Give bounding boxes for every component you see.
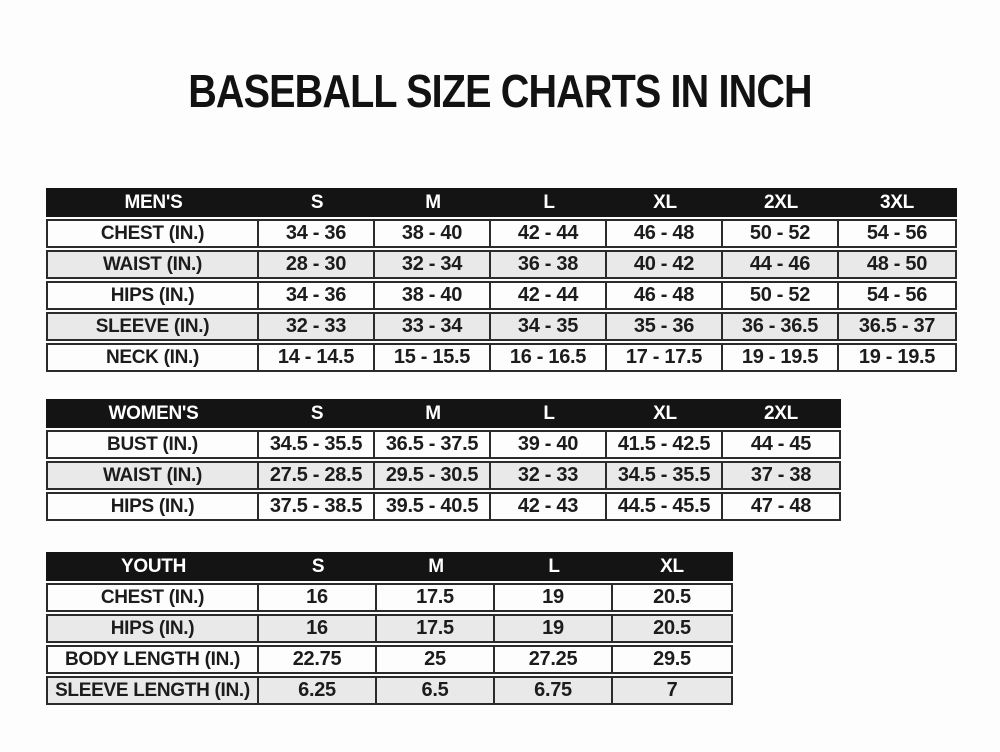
size-value-cell: 34 - 35 [491, 314, 607, 339]
size-value-cell: 38 - 40 [375, 221, 491, 246]
table-row [46, 461, 841, 490]
size-value-cell: 36.5 - 37.5 [375, 432, 491, 457]
table-row [46, 281, 957, 310]
size-column-header: M [425, 402, 441, 424]
size-value-cell: 32 - 33 [491, 463, 607, 488]
size-value-cell: 6.25 [259, 678, 377, 703]
size-value-cell: 48 - 50 [866, 253, 928, 275]
table-row [46, 583, 733, 612]
size-value-cell: 6.75 [495, 678, 613, 703]
size-column-header: S [310, 402, 324, 424]
size-value-cell: 17 - 17.5 [607, 345, 723, 370]
size-value-cell: 42 - 44 [491, 283, 607, 308]
table-header-row [46, 552, 733, 581]
size-value-cell: 34.5 - 35.5 [607, 463, 723, 488]
size-value-cell: 46 - 48 [607, 221, 723, 246]
size-value-cell: 42 - 44 [491, 221, 607, 246]
size-value-cell: 16 - 16.5 [491, 345, 607, 370]
size-value-cell: 25 [377, 647, 495, 672]
measurement-label-cell: HIPS (IN.) [48, 494, 259, 519]
measurement-label-cell: WAIST (IN.) [48, 252, 259, 277]
size-value-cell: 19 - 19.5 [858, 346, 936, 368]
size-column-header: XL [660, 555, 684, 577]
size-value-cell: 7 [666, 679, 678, 701]
size-value-cell: 36 - 36.5 [723, 314, 839, 339]
measurement-label-cell: HIPS (IN.) [48, 616, 259, 641]
table-row [46, 430, 841, 459]
measurement-label-cell: NECK (IN.) [48, 345, 259, 370]
size-value-cell: 20.5 [653, 617, 691, 639]
size-column-header: L [543, 402, 555, 424]
size-value-cell: 54 - 56 [866, 284, 928, 306]
table-title-cell: MEN'S [124, 191, 183, 213]
size-value-cell: 39.5 - 40.5 [375, 494, 491, 519]
size-value-cell: 44 - 45 [750, 433, 812, 455]
size-value-cell: 16 [259, 616, 377, 641]
measurement-label-cell: WAIST (IN.) [48, 463, 259, 488]
table-row [46, 250, 957, 279]
size-column-header: 2XL [764, 402, 798, 424]
size-column-header: XL [653, 191, 677, 213]
table-title-cell: WOMEN'S [108, 402, 199, 424]
size-column-header: M [425, 191, 441, 213]
table-title-cell: YOUTH [120, 555, 186, 577]
size-value-cell: 34.5 - 35.5 [259, 432, 375, 457]
size-column-header: XL [653, 402, 677, 424]
size-value-cell: 20.5 [653, 586, 691, 608]
measurement-label-cell: SLEEVE LENGTH (IN.) [48, 678, 259, 703]
table-row [46, 312, 957, 341]
size-value-cell: 19 [495, 616, 613, 641]
table-row [46, 343, 957, 372]
size-value-cell: 19 - 19.5 [723, 345, 839, 370]
size-value-cell: 40 - 42 [607, 252, 723, 277]
table-row [46, 645, 733, 674]
measurement-label-cell: CHEST (IN.) [48, 221, 259, 246]
table-row [46, 676, 733, 705]
table-row [46, 492, 841, 521]
size-value-cell: 46 - 48 [607, 283, 723, 308]
size-value-cell: 16 [259, 585, 377, 610]
size-value-cell: 41.5 - 42.5 [607, 432, 723, 457]
size-value-cell: 32 - 34 [375, 252, 491, 277]
measurement-label-cell: SLEEVE (IN.) [48, 314, 259, 339]
size-value-cell: 35 - 36 [607, 314, 723, 339]
table-row [46, 219, 957, 248]
size-column-header: L [543, 191, 555, 213]
size-value-cell: 39 - 40 [491, 432, 607, 457]
size-value-cell: 44 - 46 [723, 252, 839, 277]
size-value-cell: 6.5 [377, 678, 495, 703]
size-value-cell: 29.5 [653, 648, 691, 670]
size-column-header: 3XL [880, 191, 914, 213]
youth-size-table [46, 552, 733, 707]
size-value-cell: 36 - 38 [491, 252, 607, 277]
size-value-cell: 17.5 [377, 616, 495, 641]
measurement-label-cell: HIPS (IN.) [48, 283, 259, 308]
womens-size-table [46, 399, 841, 523]
size-column-header: S [311, 555, 325, 577]
size-value-cell: 34 - 36 [259, 221, 375, 246]
size-column-header: L [548, 555, 560, 577]
size-value-cell: 37.5 - 38.5 [259, 494, 375, 519]
size-value-cell: 38 - 40 [375, 283, 491, 308]
size-value-cell: 17.5 [377, 585, 495, 610]
size-value-cell: 34 - 36 [259, 283, 375, 308]
measurement-label-cell: BUST (IN.) [48, 432, 259, 457]
size-value-cell: 54 - 56 [866, 222, 928, 244]
size-value-cell: 42 - 43 [491, 494, 607, 519]
size-value-cell: 50 - 52 [723, 221, 839, 246]
table-row [46, 614, 733, 643]
size-column-header: S [310, 191, 324, 213]
size-value-cell: 44.5 - 45.5 [607, 494, 723, 519]
size-value-cell: 14 - 14.5 [259, 345, 375, 370]
size-value-cell: 47 - 48 [750, 495, 812, 517]
size-value-cell: 50 - 52 [723, 283, 839, 308]
size-value-cell: 28 - 30 [259, 252, 375, 277]
size-value-cell: 27.5 - 28.5 [259, 463, 375, 488]
mens-size-table [46, 188, 957, 374]
table-header-row [46, 399, 841, 428]
page-title: BASEBALL SIZE CHARTS IN INCH [188, 65, 812, 117]
measurement-label-cell: BODY LENGTH (IN.) [48, 647, 259, 672]
table-header-row [46, 188, 957, 217]
size-value-cell: 29.5 - 30.5 [375, 463, 491, 488]
size-column-header: 2XL [764, 191, 798, 213]
size-value-cell: 15 - 15.5 [375, 345, 491, 370]
size-value-cell: 22.75 [259, 647, 377, 672]
size-value-cell: 37 - 38 [750, 464, 812, 486]
size-value-cell: 19 [495, 585, 613, 610]
size-value-cell: 27.25 [495, 647, 613, 672]
measurement-label-cell: CHEST (IN.) [48, 585, 259, 610]
size-value-cell: 32 - 33 [259, 314, 375, 339]
size-value-cell: 36.5 - 37 [858, 315, 936, 337]
size-column-header: M [428, 555, 444, 577]
size-value-cell: 33 - 34 [375, 314, 491, 339]
